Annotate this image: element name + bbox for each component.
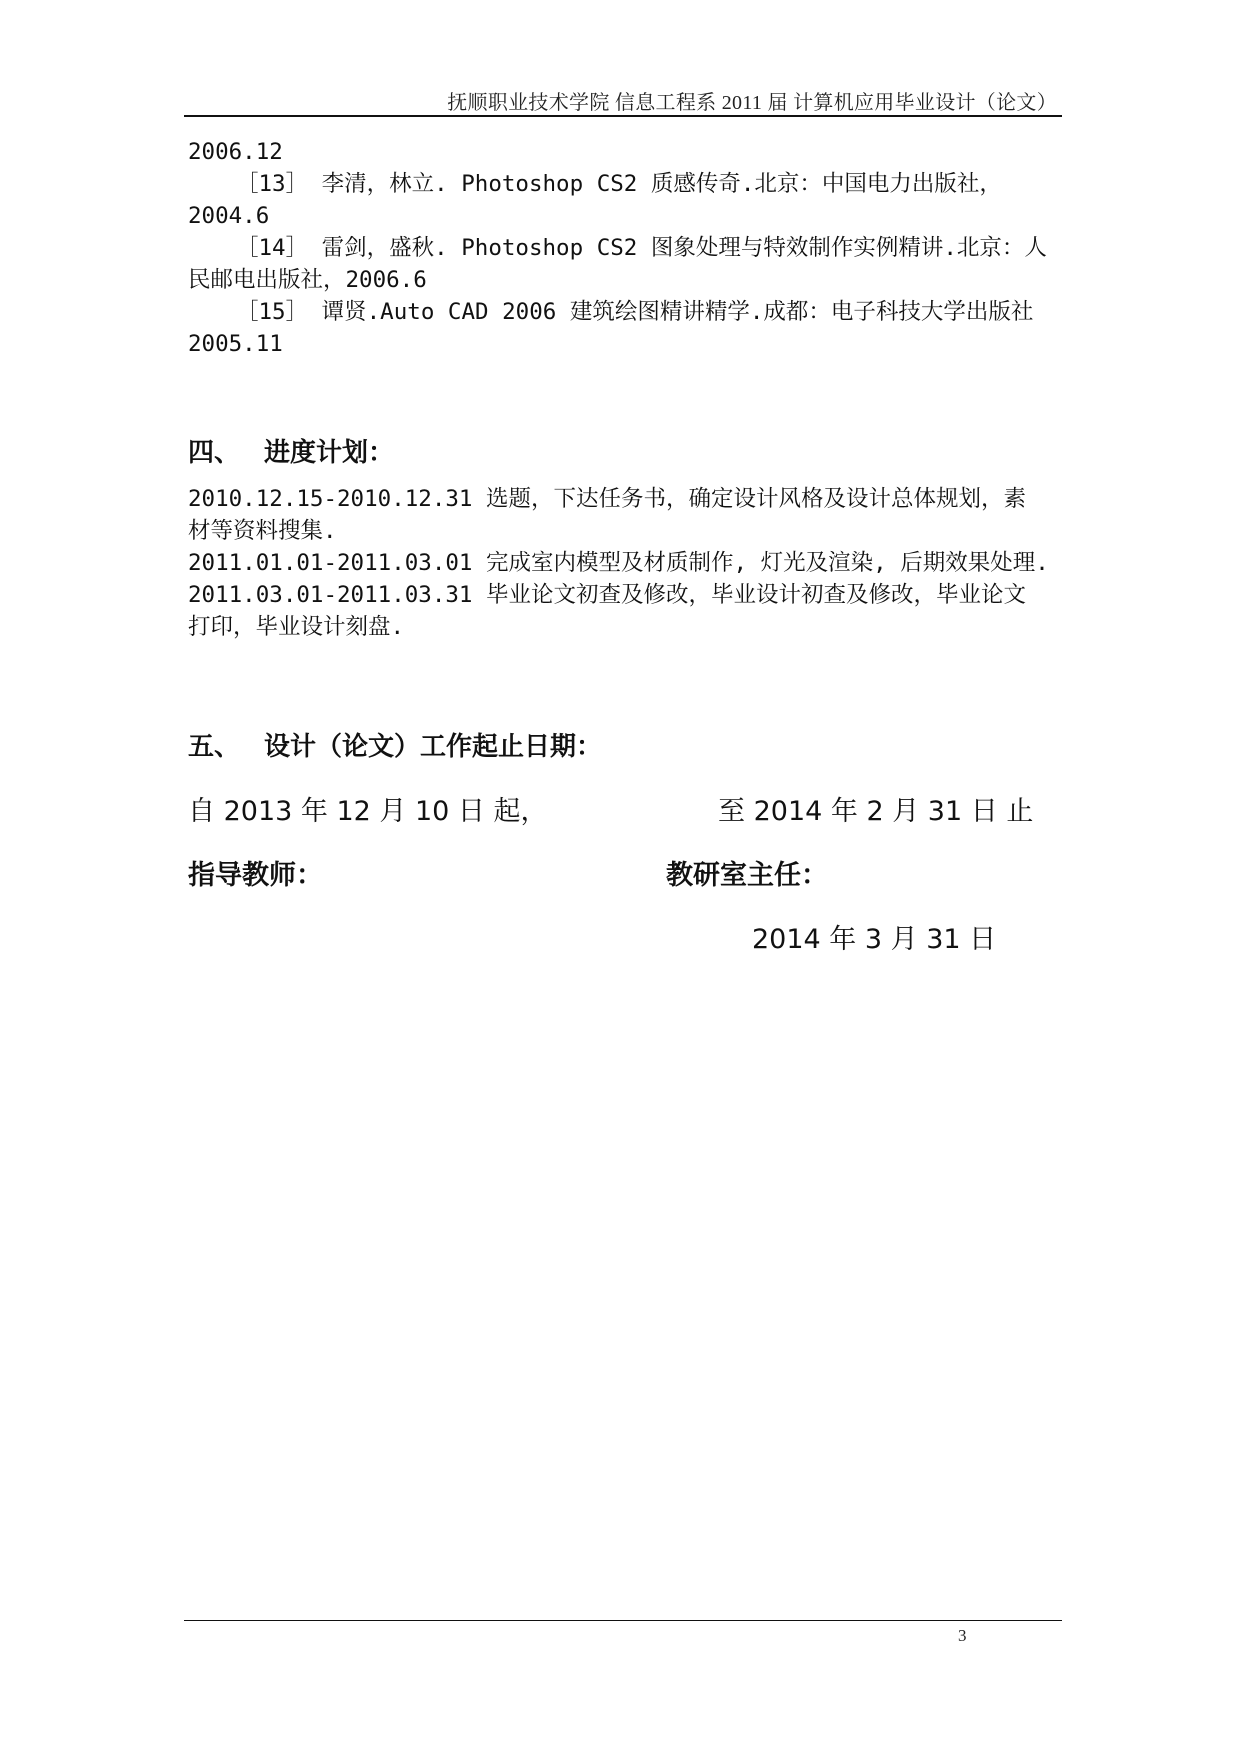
section-number: 四、 (188, 438, 241, 468)
reference-line: 2006.12 (188, 139, 283, 165)
schedule-line: 材等资料搜集. (188, 518, 337, 544)
start-date: 自 2013 年 12 月 10 日 起， (188, 796, 548, 827)
section-number: 五、 (188, 732, 241, 762)
section-heading-schedule (188, 432, 394, 469)
schedule-line: 2011.03.01-2011.03.31 毕业论文初查及修改，毕业设计初查及修改，毕业论文 (188, 582, 1027, 608)
schedule-line: 打印，毕业设计刻盘. (188, 614, 405, 640)
reference-13: ［13］ 李清，林立. Photoshop CS2 质感传奇.北京：中国电力出版社， (236, 171, 1002, 197)
page-number: 3 (958, 1626, 967, 1645)
reference-15: ［15］ 谭贤.Auto CAD 2006 建筑绘图精讲精学.成都：电子科技大学出版社 (236, 299, 1034, 325)
reference-line: 民邮电出版社，2006.6 (188, 267, 427, 293)
end-date: 至 2014 年 2 月 31 日 止 (718, 796, 1034, 827)
director-label: 教研室主任： (666, 860, 828, 891)
schedule-line: 2010.12.15-2010.12.31 选题，下达任务书，确定设计风格及设计总体规划，素 (188, 486, 1027, 512)
page-header: 抚顺职业技术学院 信息工程系 2011 届 计算机应用毕业设计（论文） (447, 92, 1057, 114)
advisor-label: 指导教师： (188, 860, 323, 891)
reference-line: 2004.6 (188, 203, 270, 229)
reference-line: 2005.11 (188, 331, 283, 357)
schedule-line: 2011.01.01-2011.03.01 完成室内模型及材质制作, 灯光及渲染, 后期效果处理. (188, 550, 1049, 576)
signature-date: 2014 年 3 月 31 日 (752, 924, 997, 955)
footer-divider (184, 1620, 1062, 1621)
reference-14: ［14］ 雷剑，盛秋. Photoshop CS2 图象处理与特效制作实例精讲.北京：人 (236, 235, 1047, 261)
section-heading-dates (188, 726, 602, 763)
section-title: 设计（论文）工作起止日期： (264, 732, 603, 762)
header-divider (184, 115, 1062, 117)
section-title: 进度计划： (264, 438, 395, 468)
